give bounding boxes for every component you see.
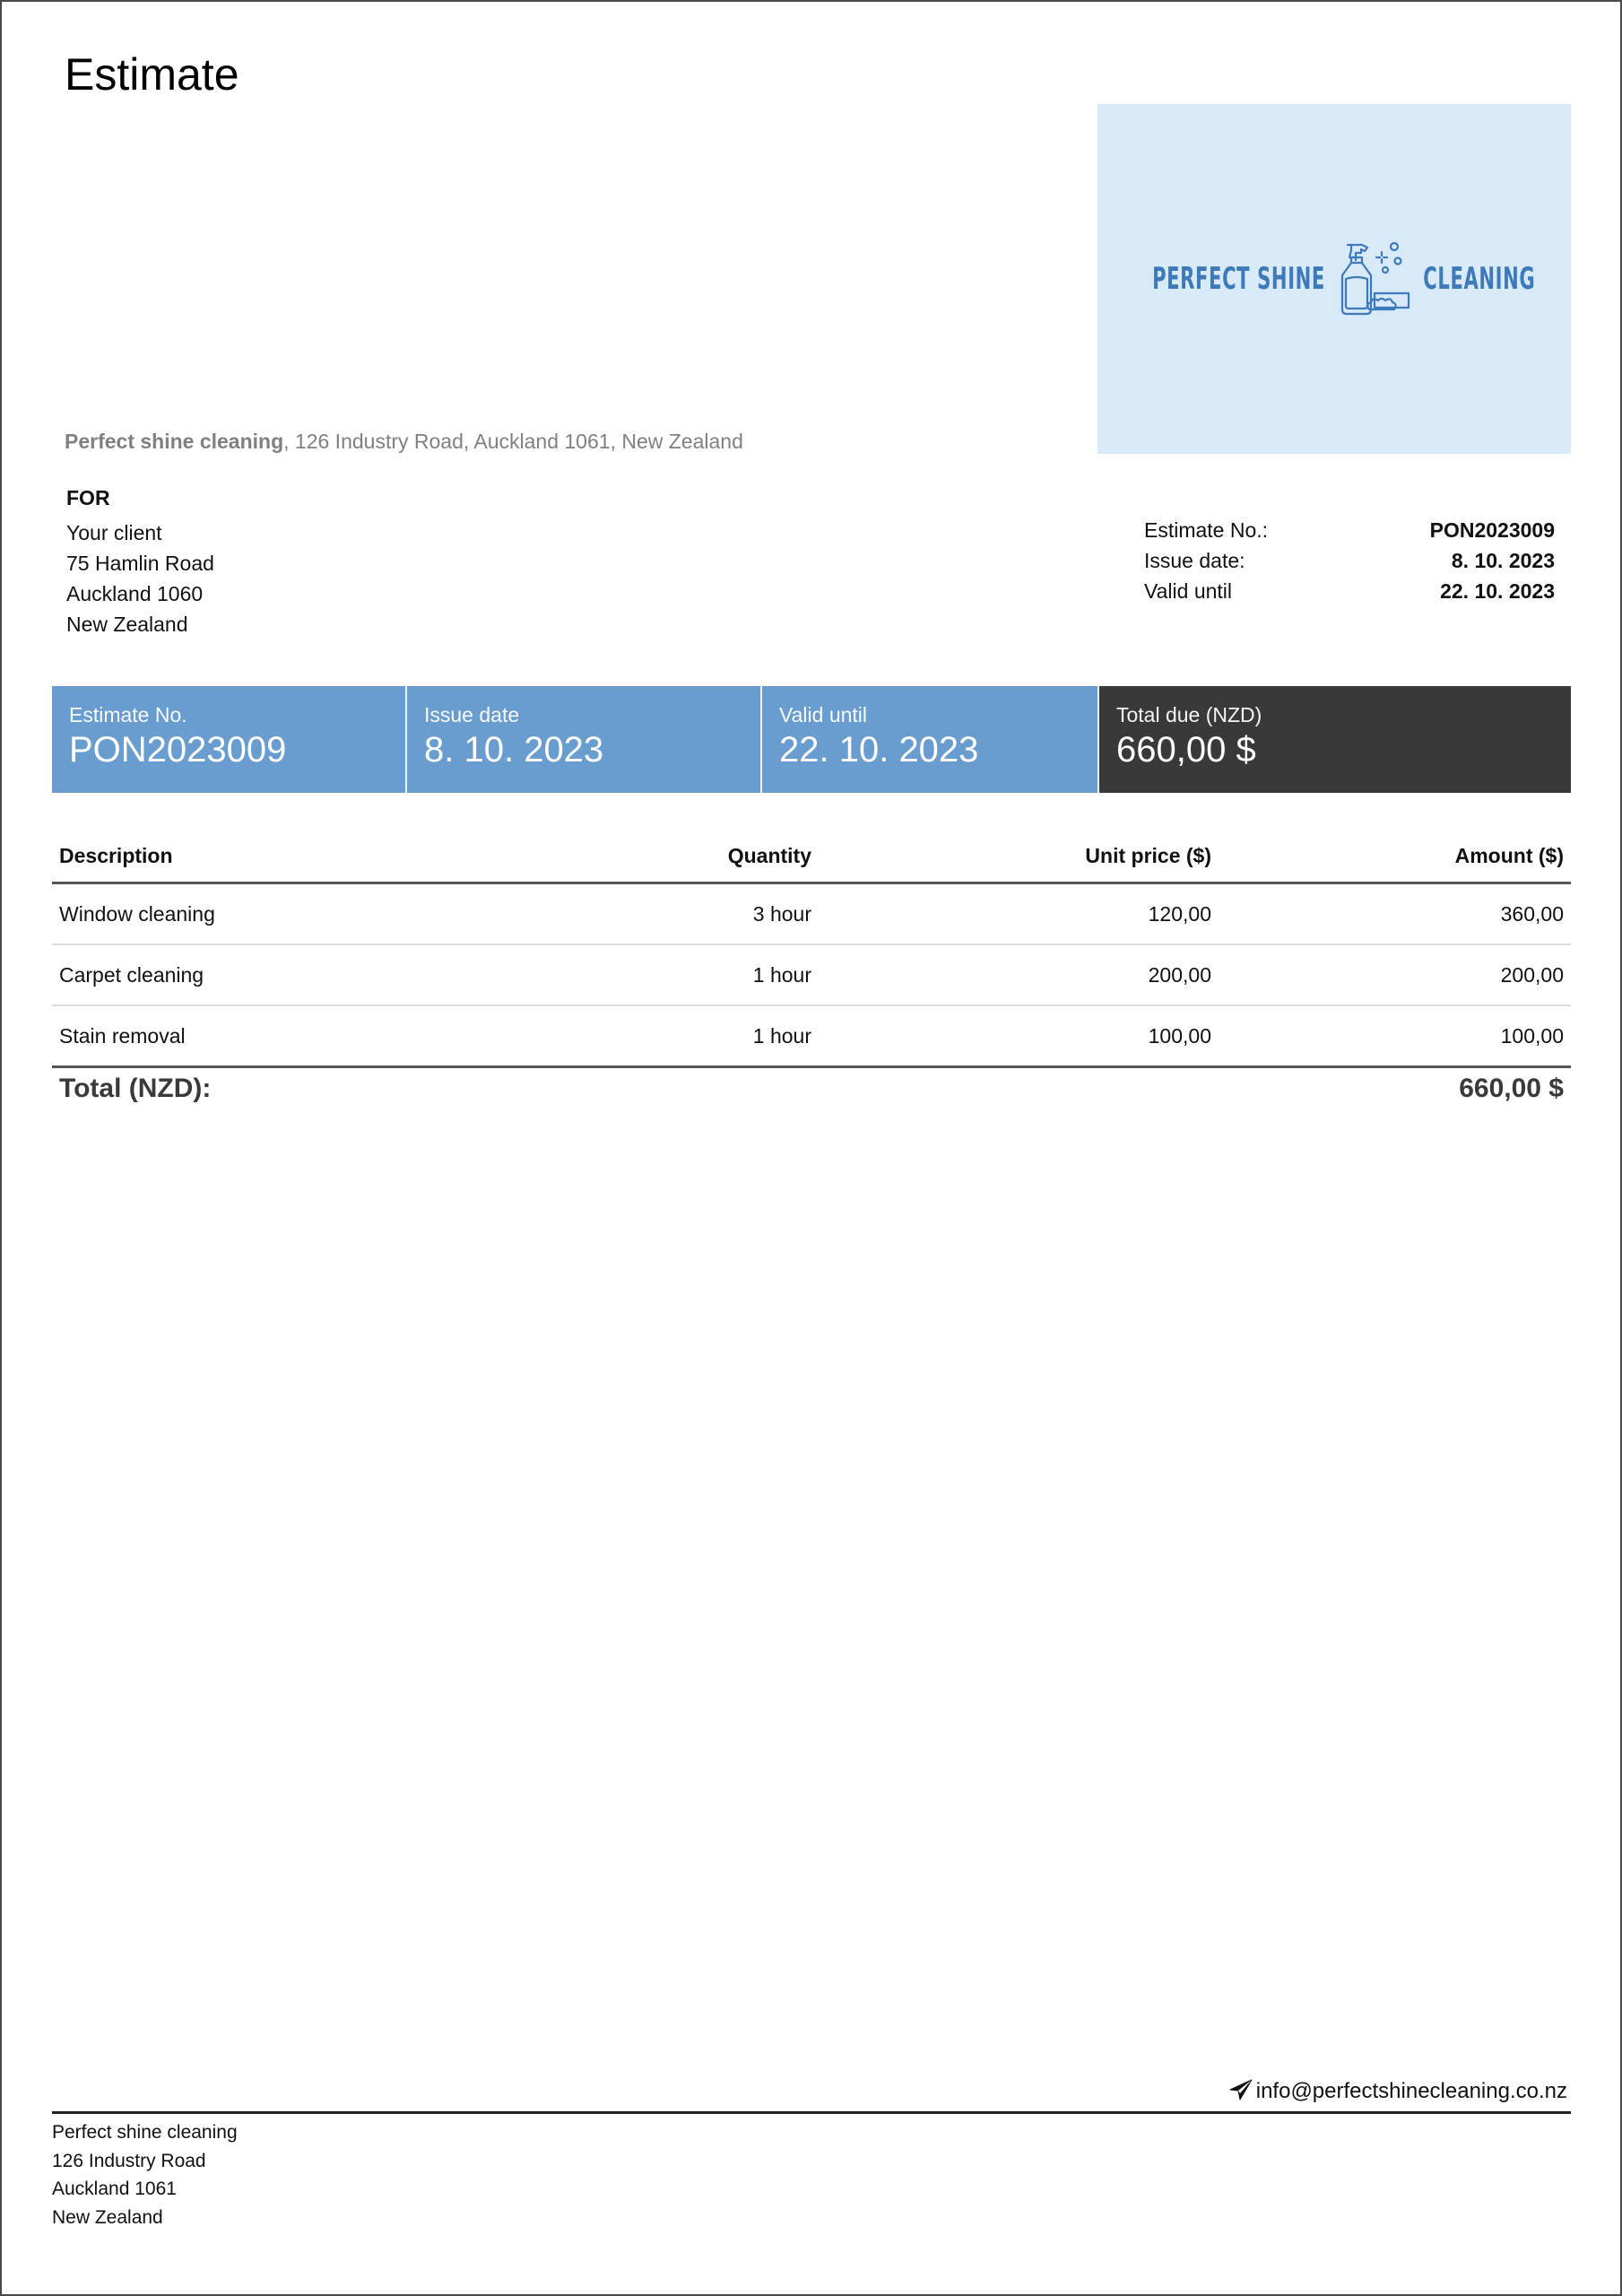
summary-cell-estimate-no [52, 686, 407, 793]
client-block [66, 485, 214, 639]
summary-cell-valid-until [762, 686, 1099, 793]
footer-country: New Zealand [52, 2206, 163, 2228]
cell-amount: 100,00 [1219, 1005, 1571, 1067]
meta-value: 22. 10. 2023 [1440, 579, 1555, 603]
header-description: Description [52, 830, 536, 883]
client-name: Your client [66, 521, 162, 544]
estimate-meta [1144, 515, 1555, 606]
cell-amount: 360,00 [1219, 883, 1571, 945]
meta-label: Valid until [1144, 579, 1233, 603]
summary-label: Valid until [779, 703, 868, 726]
summary-label: Estimate No. [69, 703, 187, 726]
table-row [52, 1005, 1571, 1067]
company-address-line [65, 430, 743, 454]
table-row [52, 883, 1571, 945]
line-items-table [52, 830, 1571, 1117]
summary-cell-issue-date [407, 686, 762, 793]
summary-label: Issue date [424, 703, 520, 726]
cell-description: Stain removal [52, 1005, 536, 1067]
paper-plane-icon [1229, 2079, 1253, 2100]
footer-street: 126 Industry Road [52, 2150, 206, 2171]
header-quantity: Quantity [536, 830, 819, 883]
summary-value: 22. 10. 2023 [779, 730, 979, 770]
company-address: , 126 Industry Road, Auckland 1061, New Zealand [283, 430, 743, 453]
total-value: 660,00 $ [1459, 1074, 1564, 1103]
client-street: 75 Hamlin Road [66, 552, 214, 575]
footer-divider [52, 2111, 1571, 2114]
meta-label: Estimate No.: [1144, 518, 1269, 542]
total-row [52, 1067, 1571, 1118]
cell-description: Carpet cleaning [52, 944, 536, 1005]
table-row [52, 944, 1571, 1005]
footer-address [52, 2118, 238, 2231]
spray-bottle-sponge-icon [1339, 238, 1414, 321]
total-spacer [819, 1067, 1219, 1118]
cell-unit-price: 120,00 [819, 883, 1219, 945]
footer-city: Auckland 1061 [52, 2179, 177, 2199]
summary-cell-total-due [1099, 686, 1571, 793]
company-name: Perfect shine cleaning [65, 430, 284, 453]
cell-quantity: 1 hour [536, 944, 819, 1005]
header-amount: Amount ($) [1219, 830, 1571, 883]
client-label: FOR [66, 486, 110, 509]
cell-quantity: 1 hour [536, 1005, 819, 1067]
meta-value: PON2023009 [1429, 518, 1555, 542]
meta-row-valid-until [1144, 576, 1555, 606]
summary-value: PON2023009 [69, 730, 287, 770]
client-country: New Zealand [66, 613, 188, 636]
meta-row-issue-date [1144, 545, 1555, 576]
summary-bar [52, 686, 1571, 793]
cell-unit-price: 200,00 [819, 944, 1219, 1005]
footer-company-name: Perfect shine cleaning [52, 2122, 238, 2143]
logo-text-right: CLEANING [1423, 261, 1536, 297]
logo-text-left: PERFECT SHINE [1151, 261, 1325, 297]
cell-amount: 200,00 [1219, 944, 1571, 1005]
company-logo [1097, 104, 1571, 454]
total-label: Total (NZD): [59, 1074, 212, 1103]
header-unit-price: Unit price ($) [819, 830, 1219, 883]
document-title: Estimate [65, 49, 239, 100]
summary-label: Total due (NZD) [1116, 703, 1262, 726]
summary-value: 660,00 $ [1116, 730, 1256, 770]
email-link[interactable]: info@perfectshinecleaning.co.nz [1255, 2079, 1567, 2103]
cell-description: Window cleaning [52, 883, 536, 945]
cell-unit-price: 100,00 [819, 1005, 1219, 1067]
meta-value: 8. 10. 2023 [1451, 549, 1555, 572]
footer-email [52, 2079, 1567, 2104]
meta-label: Issue date: [1144, 549, 1245, 572]
client-city: Auckland 1060 [66, 582, 204, 605]
meta-row-estimate-no [1144, 515, 1555, 545]
cell-quantity: 3 hour [536, 883, 819, 945]
summary-value: 8. 10. 2023 [424, 730, 604, 770]
table-header-row [52, 830, 1571, 883]
